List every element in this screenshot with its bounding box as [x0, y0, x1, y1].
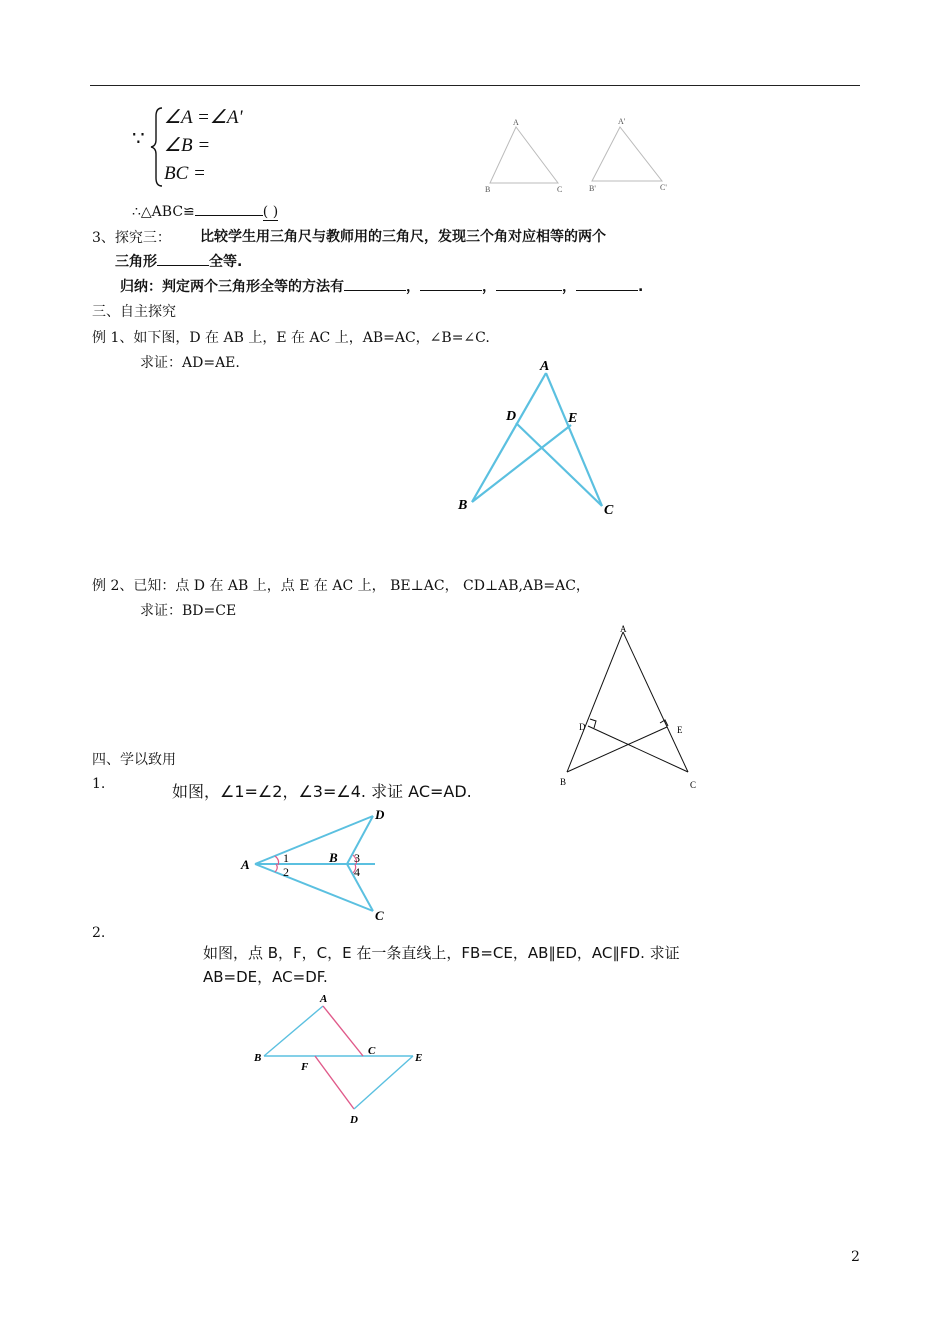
t2-label-c: C': [660, 183, 667, 192]
period: .: [638, 279, 644, 295]
t2-label-a: A': [618, 117, 626, 126]
example-2-figure: [555, 622, 705, 792]
proof-line-3: BC =: [164, 163, 206, 184]
ex2-label-d: D: [579, 722, 586, 732]
p2-label-e: E: [415, 1052, 423, 1064]
p2-label-c: C: [368, 1045, 376, 1057]
p1-label-d: D: [375, 807, 385, 822]
ex1-label-b: B: [458, 498, 468, 513]
therefore-text: ∴△ABC≌: [132, 204, 195, 220]
ex1-label-e: E: [568, 411, 578, 426]
blank[interactable]: [496, 276, 562, 291]
explore3-text2b: 全等.: [209, 254, 243, 270]
ex1-label-d: D: [506, 409, 517, 424]
example-2-prove: 求证：BD=CE: [140, 603, 237, 619]
brace: [150, 106, 164, 188]
blank[interactable]: [576, 276, 638, 291]
blank[interactable]: [195, 201, 263, 216]
therefore-line: [132, 201, 278, 220]
explore3-label: 3、探究三：: [92, 230, 171, 246]
p2-label-b: B: [254, 1052, 262, 1064]
example-1-text: 例 1、如下图，D 在 AB 上，E 在 AC 上，AB=AC，∠B=∠C.: [92, 330, 490, 346]
explore3-text2a: 三角形: [115, 254, 157, 270]
p1-label-b: B: [329, 850, 338, 865]
p2-label-a: A: [320, 993, 328, 1005]
t1-label-c: C: [557, 185, 563, 194]
p1-label-c: C: [375, 908, 384, 923]
proof-line-1: ∠A =∠A': [164, 107, 243, 128]
problem-2-text-2: AB=DE，AC=DF.: [203, 968, 328, 986]
t1-label-a: A: [513, 118, 519, 127]
blank[interactable]: [420, 276, 482, 291]
section-4-title: 四、学以致用: [92, 752, 176, 768]
explore3-text: 比较学生用三角尺与教师用的三角尺，发现三个角对应相等的两个: [200, 229, 606, 245]
comma: ，: [406, 279, 420, 295]
example-2-text: 例 2、已知：点 D 在 AB 上，点 E 在 AC 上， BE⊥AC， CD⊥AB,AB=AC，: [92, 578, 590, 594]
problem-2-figure: [250, 990, 440, 1130]
summary-text: 归纳：判定两个三角形全等的方法有: [120, 279, 344, 295]
problem-2-number: 2.: [92, 925, 106, 941]
section-3-title: 三、自主探究: [92, 304, 176, 320]
ex1-label-c: C: [604, 503, 614, 518]
summary-line: [120, 276, 643, 296]
example-1-prove: 求证：AD=AE.: [140, 355, 240, 371]
example-1-figure: [450, 355, 630, 520]
ex2-label-e: E: [677, 725, 683, 735]
ex2-label-a: A: [620, 624, 627, 634]
page-number: 2: [851, 1249, 860, 1265]
blank[interactable]: [157, 251, 209, 266]
ex2-label-c: C: [690, 780, 697, 790]
p1-angle-2: 2: [283, 865, 289, 879]
blank[interactable]: [344, 276, 406, 291]
t2-label-b: B': [589, 184, 596, 193]
problem-1-text: 如图，∠1=∠2，∠3=∠4. 求证 AC=AD.: [172, 782, 472, 801]
because-symbol: ∵: [132, 128, 145, 150]
p1-angle-1: 1: [283, 851, 289, 865]
p2-label-f: F: [301, 1061, 309, 1073]
reason-paren: ( ): [262, 204, 279, 220]
p2-label-d: D: [350, 1114, 358, 1126]
comma: ，: [562, 279, 576, 295]
ex2-label-b: B: [560, 777, 567, 787]
comma: ，: [482, 279, 496, 295]
p1-angle-3: 3: [354, 851, 360, 865]
proof-line-2: ∠B =: [164, 135, 211, 156]
triangle-figures: [480, 115, 680, 200]
problem-2-text-1: 如图，点 B，F，C，E 在一条直线上，FB=CE，AB∥ED，AC∥FD. 求证: [203, 944, 680, 962]
t1-label-b: B: [485, 185, 491, 194]
problem-1-figure: [235, 800, 405, 925]
p1-label-a: A: [241, 857, 250, 872]
header-rule: [90, 85, 860, 86]
ex1-label-a: A: [540, 359, 550, 374]
explore3-line2: [115, 251, 242, 271]
problem-1-number: 1.: [92, 776, 106, 792]
p1-angle-4: 4: [354, 865, 360, 879]
